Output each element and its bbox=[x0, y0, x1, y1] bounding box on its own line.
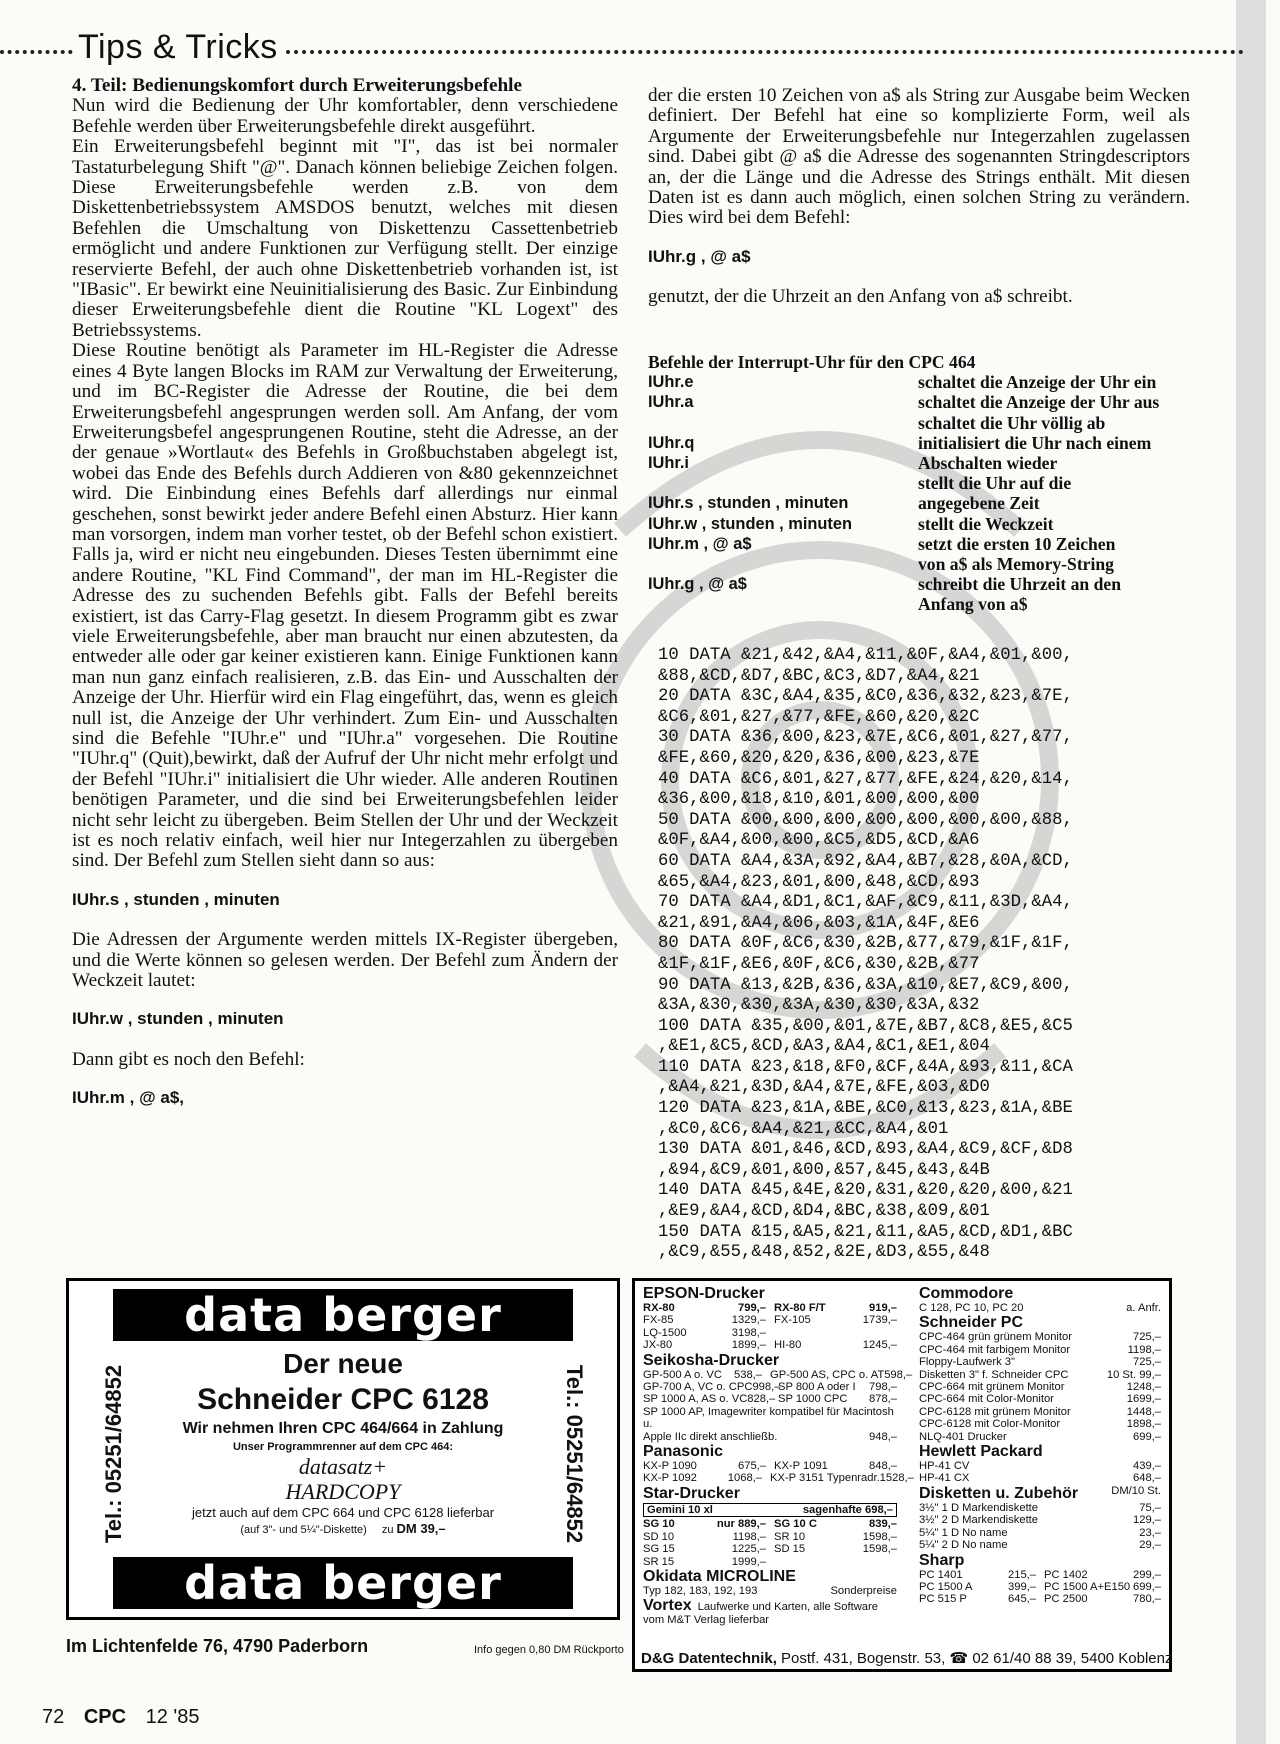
command-table-row bbox=[648, 372, 1188, 392]
dg-price-row bbox=[919, 1369, 1161, 1381]
dg-item: HP-41 CV bbox=[919, 1460, 970, 1473]
command-example-m: IUhr.m , @ a$, bbox=[72, 1088, 185, 1108]
dg-price: 299,– bbox=[1133, 1568, 1161, 1581]
dg-heading: Star-Drucker bbox=[643, 1484, 740, 1502]
dg-price: 839,– bbox=[869, 1518, 897, 1531]
dg-price-row bbox=[774, 1518, 897, 1530]
command-name: IUhr.m , @ a$ bbox=[648, 534, 752, 553]
issue-date: 12 '85 bbox=[145, 1706, 200, 1728]
dg-highlight-box bbox=[643, 1503, 897, 1517]
dg-item: PC 1500 A bbox=[919, 1580, 973, 1593]
command-name: IUhr.i bbox=[648, 454, 689, 473]
dg-price: 1699,– bbox=[1126, 1393, 1161, 1406]
dg-price: 1198,– bbox=[732, 1530, 766, 1543]
dg-price-row bbox=[919, 1331, 1161, 1343]
dg-item: 3½" 1 D Markendiskette bbox=[919, 1501, 1039, 1514]
dg-price-pair bbox=[919, 1593, 1161, 1605]
ad-price: DM 39,– bbox=[396, 1521, 446, 1536]
dg-price-row bbox=[643, 1531, 774, 1543]
dg-item: CPC-664 mit grünem Monitor bbox=[919, 1381, 1065, 1394]
dg-price: 29,– bbox=[1139, 1539, 1161, 1552]
ad-disk-formats: (auf 3"- und 5¼"-Diskette) bbox=[240, 1524, 367, 1536]
command-name: IUhr.g , @ a$ bbox=[648, 575, 747, 594]
dg-footer bbox=[641, 1649, 1173, 1667]
dg-price-pair bbox=[643, 1556, 897, 1568]
dg-item: CPC-664 mit Color-Monitor bbox=[919, 1393, 1054, 1406]
dg-heading: Disketten u. Zubehör bbox=[919, 1484, 1079, 1502]
dg-item: PC 2500 bbox=[1044, 1593, 1088, 1606]
dg-price-row bbox=[919, 1381, 1161, 1393]
dg-price-pair bbox=[643, 1518, 897, 1530]
dg-price: 1068,– bbox=[727, 1472, 762, 1485]
dg-price-row bbox=[770, 1368, 913, 1381]
command-name bbox=[648, 594, 918, 614]
dg-price-row bbox=[643, 1327, 774, 1339]
listing-line: 70 DATA &A4,&D1,&C1,&AF,&C9,&11,&3D,&A4, bbox=[658, 893, 1073, 913]
dg-price: 598,– bbox=[884, 1368, 913, 1381]
dg-price-pair bbox=[919, 1581, 1161, 1593]
dg-item: FX-105 bbox=[774, 1314, 811, 1327]
listing-line: 40 DATA &C6,&01,&27,&77,&FE,&24,&20,&14, bbox=[658, 769, 1073, 789]
dg-price: 1329,– bbox=[731, 1314, 766, 1327]
command-name: IUhr.a bbox=[648, 393, 694, 412]
dg-item: 5¼" 1 D No name bbox=[919, 1526, 1008, 1539]
listing-line: &3A,&30,&30,&3A,&30,&30,&3A,&32 bbox=[658, 996, 980, 1016]
data-berger-logo-top: data berger bbox=[113, 1289, 573, 1341]
dg-price-row bbox=[643, 1314, 774, 1326]
dg-price-pair bbox=[643, 1543, 897, 1555]
dg-price: 725,– bbox=[1133, 1331, 1161, 1344]
dg-item: GP-500 A o. VC bbox=[643, 1368, 722, 1381]
listing-line: 20 DATA &3C,&A4,&35,&C0,&36,&32,&23,&7E, bbox=[658, 687, 1073, 707]
command-description: Abschalten wieder bbox=[918, 453, 1058, 474]
command-description: schaltet die Anzeige der Uhr ein bbox=[918, 372, 1157, 393]
header-dots-right bbox=[254, 50, 1244, 54]
command-description: Anfang von a$ bbox=[918, 594, 1028, 615]
dg-price-row bbox=[643, 1302, 774, 1314]
dg-item: GP-500 AS, CPC o. AT bbox=[770, 1368, 885, 1381]
dg-price: 1598,– bbox=[862, 1543, 897, 1556]
listing-line: ,&94,&C9,&01,&00,&57,&45,&43,&4B bbox=[658, 1160, 990, 1180]
dg-item: LQ-1500 bbox=[643, 1326, 687, 1339]
dg-price-row bbox=[1044, 1593, 1161, 1605]
ad-dg-datentechnik bbox=[632, 1278, 1172, 1672]
dg-price-row bbox=[919, 1527, 1161, 1539]
dg-price: 1448,– bbox=[1126, 1405, 1161, 1418]
dg-price-row bbox=[774, 1556, 897, 1568]
dg-price-row bbox=[919, 1431, 1161, 1443]
dg-price: sagenhafte 698,– bbox=[802, 1503, 893, 1516]
dg-price: 23,– bbox=[1139, 1526, 1161, 1539]
dg-price-row bbox=[643, 1472, 770, 1484]
command-description: schaltet die Uhr völlig ab bbox=[918, 412, 1106, 433]
article-paragraph: Ein Erweiterungsbefehl beginnt mit "I", das ist bei normaler Tastaturbelegung Shift "@". Danach können beliebige Zeichen folgen. Diese Erweiterungsbefehle werden z.B. von dem Diskettenbetriebssystem AMSDOS benutzt, welches mit diesen Befehlen die Umschaltung von Diskettenzu Cassettenbetrieb ermöglicht und andere Funktionen zur Verfügung stellt. Der einzige reservierte Befehl, der auch ohne Diskettenbetrieb vorhanden ist, ist "IBasic". Er bewirkt eine Neuinitialisierung des Basic. Zur Einbindung dieser Erweiterungsbefehle dient die Routine "KL Logext" des Betriebssystems. bbox=[72, 136, 618, 341]
dg-item: HI-80 bbox=[774, 1339, 802, 1352]
dg-price-row bbox=[643, 1369, 770, 1381]
dg-heading: Hewlett Packard bbox=[919, 1443, 1043, 1461]
dg-price-pair bbox=[643, 1314, 897, 1326]
article-right-column bbox=[648, 86, 1190, 308]
command-example-w: IUhr.w , stunden , minuten bbox=[72, 1009, 284, 1029]
article-paragraph: genutzt, der die Uhrzeit an den Anfang von a$ schreibt. bbox=[648, 286, 1073, 308]
listing-line: 100 DATA &35,&00,&01,&7E,&B7,&C8,&E5,&C5 bbox=[658, 1016, 1073, 1036]
dg-item: GP-700 A, VC o. CPC bbox=[643, 1381, 753, 1394]
dg-price-row bbox=[919, 1344, 1161, 1356]
dg-left-column bbox=[643, 1285, 914, 1627]
dg-price-row bbox=[643, 1393, 778, 1405]
command-table-row bbox=[648, 433, 1188, 453]
dg-price-pair bbox=[643, 1302, 897, 1314]
dg-price: 3198,– bbox=[731, 1326, 766, 1339]
listing-line: &C6,&01,&27,&77,&FE,&60,&20,&2C bbox=[658, 707, 980, 727]
command-name: IUhr.s , stunden , minuten bbox=[648, 494, 849, 513]
dg-item: PC 1402 bbox=[1044, 1568, 1088, 1581]
dg-item: 5¼" 2 D No name bbox=[919, 1539, 1008, 1552]
dg-heading: Schneider PC bbox=[919, 1314, 1024, 1332]
dg-price-pair bbox=[643, 1531, 897, 1543]
ad-tel-right: Tel.: 05251/64852 bbox=[562, 1364, 588, 1544]
ad-product-datasatz: datasatz+ bbox=[298, 1454, 388, 1479]
listing-line: &21,&91,&A4,&06,&03,&1A,&4F,&E6 bbox=[658, 913, 980, 933]
ad-product-cpc6128: Schneider CPC 6128 bbox=[197, 1383, 489, 1416]
dg-right-column bbox=[919, 1285, 1161, 1606]
dg-price: 798,– bbox=[869, 1381, 897, 1394]
dg-price: 848,– bbox=[869, 1460, 897, 1473]
dg-price: 799,– bbox=[738, 1302, 766, 1314]
dg-price-row bbox=[770, 1472, 914, 1485]
dg-item: CPC-464 grün grünem Monitor bbox=[919, 1331, 1072, 1344]
dg-price-row bbox=[919, 1581, 1044, 1593]
dg-item: CPC-464 mit farbigem Monitor bbox=[919, 1343, 1071, 1356]
dg-item: SR 15 bbox=[643, 1555, 675, 1568]
dg-price-pair bbox=[643, 1460, 897, 1472]
dg-item: Disketten 3" f. Schneider CPC bbox=[919, 1368, 1069, 1381]
dg-price-row bbox=[643, 1431, 897, 1443]
section-title: Tips & Tricks bbox=[74, 28, 282, 67]
dg-price-row bbox=[774, 1302, 897, 1314]
dg-item: KX-P 1092 bbox=[643, 1472, 697, 1485]
dg-heading: Okidata MICROLINE bbox=[643, 1567, 796, 1585]
command-table-row bbox=[648, 453, 1188, 473]
dg-price: 1899,– bbox=[731, 1339, 766, 1352]
dg-price-row bbox=[774, 1460, 897, 1472]
listing-line: 60 DATA &A4,&3A,&92,&A4,&B7,&28,&0A,&CD, bbox=[658, 851, 1073, 871]
dg-price: 645,– bbox=[1008, 1593, 1036, 1606]
data-berger-logo-bottom: data berger bbox=[113, 1557, 573, 1609]
page-footer bbox=[42, 1706, 199, 1729]
listing-line: 80 DATA &0F,&C6,&30,&2B,&77,&79,&1F,&1F, bbox=[658, 934, 1073, 954]
dg-heading: Sharp bbox=[919, 1551, 965, 1569]
dg-item: CPC-6128 mit grünem Monitor bbox=[919, 1405, 1071, 1418]
dg-price-pair bbox=[643, 1368, 913, 1381]
dg-heading: Vortex bbox=[643, 1597, 692, 1615]
listing-line: 150 DATA &15,&A5,&21,&11,&A5,&CD,&D1,&BC bbox=[658, 1222, 1073, 1242]
dg-price: 129,– bbox=[1133, 1514, 1161, 1527]
dg-item: Gemini 10 xl bbox=[647, 1503, 713, 1516]
dg-item: SD 15 bbox=[774, 1543, 806, 1556]
dg-company: D&G Datentechnik, bbox=[641, 1649, 777, 1667]
dg-price-row bbox=[778, 1381, 897, 1393]
dg-heading: Commodore bbox=[919, 1285, 1014, 1302]
dg-item: SG 10 C bbox=[774, 1518, 817, 1531]
dg-price-row bbox=[919, 1406, 1161, 1418]
dg-price-pair bbox=[919, 1569, 1161, 1581]
dg-price: 648,– bbox=[1133, 1472, 1161, 1485]
dg-price: 948,– bbox=[869, 1430, 897, 1443]
page-number: 72 bbox=[42, 1706, 65, 1728]
listing-line: &88,&CD,&D7,&BC,&C3,&D7,&A4,&21 bbox=[658, 666, 980, 686]
command-description: stellt die Uhr auf die bbox=[918, 473, 1072, 494]
dg-item: SG 15 bbox=[643, 1543, 675, 1556]
command-table-row bbox=[648, 514, 1188, 534]
dg-price-row bbox=[643, 1518, 774, 1530]
dg-text: SP 1000 AP, Imagewriter kompatibel für Macintosh u. bbox=[643, 1405, 894, 1431]
listing-line: &1F,&1F,&E6,&0F,&C6,&30,&2B,&77 bbox=[658, 954, 980, 974]
header-dots-left bbox=[0, 50, 80, 54]
listing-line: ,&E9,&A4,&CD,&D4,&BC,&38,&09,&01 bbox=[658, 1202, 990, 1222]
dg-price-row bbox=[919, 1393, 1161, 1405]
dg-price: 780,– bbox=[1133, 1593, 1161, 1606]
dg-price: 1225,– bbox=[731, 1543, 766, 1556]
dg-heading-row bbox=[919, 1485, 1161, 1502]
command-description: initialisiert die Uhr nach einem bbox=[918, 432, 1152, 453]
dg-price-row bbox=[919, 1472, 1161, 1484]
dg-address: Postf. 431, Bogenstr. 53, ☎ 02 61/40 88 39, 5400 Koblenz bbox=[781, 1649, 1173, 1667]
page-edge bbox=[1236, 0, 1266, 1744]
dg-price: Sonderpreise bbox=[830, 1584, 897, 1597]
dg-price-pair bbox=[643, 1393, 897, 1405]
command-name: IUhr.q bbox=[648, 433, 695, 452]
dg-price-row bbox=[774, 1314, 897, 1326]
section-header bbox=[0, 28, 1244, 72]
basic-listing bbox=[658, 646, 1218, 1264]
dg-price: 878,– bbox=[869, 1393, 897, 1406]
dg-price: 699,– bbox=[1133, 1430, 1161, 1443]
dg-item: JX-80 bbox=[643, 1339, 673, 1352]
dg-price-row bbox=[643, 1381, 781, 1394]
dg-item: KX-P 3151 Typenradr. bbox=[770, 1472, 880, 1485]
dg-price-row bbox=[1044, 1581, 1161, 1593]
dg-item: SR 10 bbox=[774, 1530, 806, 1543]
command-description: angegebene Zeit bbox=[918, 493, 1040, 514]
dg-price: 998,– bbox=[752, 1381, 781, 1394]
listing-line: &65,&A4,&23,&01,&00,&48,&CD,&93 bbox=[658, 872, 980, 892]
dg-price: 725,– bbox=[1133, 1356, 1161, 1369]
listing-line: 110 DATA &23,&18,&F0,&CF,&4A,&93,&11,&CA bbox=[658, 1057, 1073, 1077]
dg-price-row bbox=[919, 1502, 1161, 1514]
article-heading: 4. Teil: Bedienungskomfort durch Erweiterungsbefehle bbox=[72, 75, 523, 96]
dg-price: 538,– bbox=[734, 1368, 762, 1381]
magazine-name: CPC bbox=[83, 1706, 127, 1728]
dg-price: 675,– bbox=[738, 1460, 766, 1473]
listing-line: ,&A4,&21,&3D,&A4,&7E,&FE,&03,&D0 bbox=[658, 1078, 990, 1098]
dg-price-row bbox=[919, 1460, 1161, 1472]
dg-price: 828,– bbox=[747, 1393, 776, 1406]
article-paragraph: Diese Routine benötigt als Parameter im HL-Register die Adresse eines 4 Byte langen Blocks im RAM zur Verwaltung der Erweiterung, und im BC-Register die Adresse der Routine, die bei dem Erweiterungsbefehl angesprungen werden soll. Am Anfang, der vom Erweiterungsbefel angesprungenen Routine, steht die Adresse, an der der genaue »Wortlaut« des Befehls in Großbuchstaben abgelegt ist, wobei das Ende des Befehls durch Addieren von &80 gekennzeichnet wird. Die Einbindung eines Befehls darf allerdings nur einmal geschehen, sonst bewirkt jeder andere Befehl einen Absturz. Hier kann man vorsorgen, indem man vorher testet, ob der Befehl schon existiert. Falls ja, wird er nicht neu eingebunden. Dieses Testen übernimmt eine andere Routine, "KL Find Command", der man im HL-Register die Adresse des zu suchenden Befehls gibt. Falls der Befehl bereits existiert, ist das Carry-Flag gesetzt. In diesem Programm gibt es zwar viele Erweiterungsbefehle, aber man braucht nur einen abzutesten, da entweder alle oder gar keiner existieren kann. Einige Funktionen kann man nun ganz einfach realisieren, z.B. das Ein- und Ausschalten der Anzeige der Uhr. Hierfür wird ein Flag eingeführt, das, wenn es gleich null ist, die Anzeige der Uhr verhindert. Zum Ein- und Ausschalten sind die Befehle "IUhr.e" und "IUhr.a" vorgesehen. Die Routine "IUhr.q" (Quit),bewirkt, daß der Aufruf der Uhr nicht mehr erfolgt und der Befehl "IUhr.i" initialisiert die Uhr wieder. Alle anderen Routinen benötigen Parameter, und die sind bei Erweiterungsbefehlen leider nicht sehr leicht zu übergeben. Beim Stellen der Uhr und der Weckzeit ist es noch relativ einfach, weil hier nur Integerzahlen zu übergeben sind. Der Befehl zum Stellen sieht dann so aus: bbox=[72, 340, 618, 872]
ad-trade-in: Wir nehmen Ihren CPC 464/664 in Zahlung bbox=[182, 1420, 504, 1437]
dg-price: 919,– bbox=[869, 1302, 897, 1314]
dg-item: FX-85 bbox=[643, 1314, 674, 1327]
dg-item: CPC-6128 mit Color-Monitor bbox=[919, 1418, 1061, 1431]
listing-line: 140 DATA &45,&4E,&20,&31,&20,&20,&00,&21 bbox=[658, 1181, 1073, 1201]
article-paragraph: Nun wird die Bedienung der Uhr komfortabler, denn verschiedene Befehle werden über Erweiterungsbefehle direkt ausgeführt. bbox=[72, 95, 618, 137]
command-name bbox=[648, 413, 918, 433]
dg-item: Apple IIc direkt anschließb. bbox=[643, 1430, 778, 1443]
dg-price-row bbox=[919, 1302, 1161, 1314]
dg-price-row bbox=[919, 1514, 1161, 1526]
command-name: IUhr.w , stunden , minuten bbox=[648, 514, 852, 533]
dg-item: Floppy-Laufwerk 3" bbox=[919, 1356, 1016, 1369]
dg-item: 3½" 2 D Markendiskette bbox=[919, 1514, 1039, 1527]
listing-line: &36,&00,&18,&10,&01,&00,&00,&00 bbox=[658, 790, 980, 810]
command-name: IUhr.e bbox=[648, 373, 694, 392]
command-table-row bbox=[648, 413, 1188, 433]
dg-item: SG 10 bbox=[643, 1518, 675, 1531]
ad-info: Info gegen 0,80 DM Rückporto bbox=[474, 1644, 624, 1656]
dg-price-row bbox=[1044, 1569, 1161, 1581]
dg-price-row bbox=[774, 1339, 897, 1351]
command-description: schaltet die Anzeige der Uhr aus bbox=[918, 392, 1160, 413]
listing-line: 10 DATA &21,&42,&A4,&11,&0F,&A4,&01,&00, bbox=[658, 646, 1073, 665]
listing-line: 30 DATA &36,&00,&23,&7E,&C6,&01,&27,&77, bbox=[658, 728, 1073, 748]
dg-price: 1198,– bbox=[1127, 1343, 1161, 1356]
command-description: von a$ als Memory-String bbox=[918, 554, 1114, 575]
dg-item: SP 1000 A, AS o. VC bbox=[643, 1393, 748, 1406]
listing-line: ,&E1,&C5,&CD,&A3,&A4,&C1,&E1,&04 bbox=[658, 1037, 990, 1057]
dg-price-row bbox=[919, 1539, 1161, 1551]
dg-price-row bbox=[643, 1556, 774, 1568]
dg-price: 1248,– bbox=[1126, 1381, 1161, 1394]
dg-price-row bbox=[919, 1418, 1161, 1430]
dg-price: 1598,– bbox=[862, 1530, 897, 1543]
article-paragraph: Dann gibt es noch den Befehl: bbox=[72, 1048, 305, 1070]
command-table bbox=[648, 352, 1188, 615]
dg-price-row bbox=[643, 1543, 774, 1555]
dg-item: KX-P 1091 bbox=[774, 1460, 828, 1473]
dg-item: SP 800 A oder I bbox=[778, 1381, 856, 1394]
ad-price-prefix: zu bbox=[381, 1524, 394, 1536]
dg-price: 1898,– bbox=[1126, 1418, 1161, 1431]
command-table-row bbox=[648, 392, 1188, 412]
command-name bbox=[648, 473, 918, 493]
listing-line: ,&C0,&C6,&A4,&21,&CC,&A4,&01 bbox=[658, 1119, 949, 1139]
dg-heading: EPSON-Drucker bbox=[643, 1285, 765, 1302]
dg-item: Typ 182, 183, 192, 193 bbox=[643, 1584, 758, 1597]
article-left-column bbox=[72, 76, 618, 1109]
dg-price: 215,– bbox=[1008, 1568, 1036, 1581]
dg-price: 1245,– bbox=[862, 1339, 897, 1352]
dg-price-row bbox=[643, 1460, 774, 1472]
dg-text: vom M&T Verlag lieferbar bbox=[643, 1614, 770, 1627]
dg-item: SD 10 bbox=[643, 1530, 675, 1543]
dg-price: 399,– bbox=[1008, 1580, 1036, 1593]
dg-price-row bbox=[774, 1531, 897, 1543]
ad-address: Im Lichtenfelde 76, 4790 Paderborn bbox=[66, 1636, 369, 1656]
listing-line: &0F,&A4,&00,&00,&C5,&D5,&CD,&A6 bbox=[658, 831, 980, 851]
dg-price: 699,– bbox=[1133, 1580, 1161, 1593]
dg-price-row bbox=[643, 1339, 774, 1351]
dg-item: RX-80 F/T bbox=[774, 1302, 826, 1314]
ad-line-der-neue: Der neue bbox=[283, 1348, 403, 1379]
dg-item: KX-P 1090 bbox=[643, 1460, 697, 1473]
dg-price-row bbox=[919, 1593, 1044, 1605]
article-paragraph: der die ersten 10 Zeichen von a$ als String zur Ausgabe beim Wecken definiert. Der Befehl hat eine so komplizierte Form, weil als Argumente der Erweiterungsbefehle nur Integerzahlen zugelassen sind. Dabei gibt @ a$ die Adresse des sogenannten Stringdescriptors an, der die Länge und die Adresse des Strings enthält. Mit diesen Daten ist es dann auch möglich, einen solchen String zu verändern. Dies wird bei dem Befehl: bbox=[648, 85, 1190, 229]
command-table-row bbox=[648, 594, 1188, 614]
listing-line: ,&C9,&55,&48,&52,&2E,&D3,&55,&48 bbox=[658, 1243, 990, 1263]
dg-item: NLQ-401 Drucker bbox=[919, 1430, 1007, 1443]
dg-heading: Panasonic bbox=[643, 1443, 724, 1461]
dg-item: PC 515 P bbox=[919, 1593, 967, 1606]
command-example-g: IUhr.g , @ a$ bbox=[648, 246, 751, 266]
dg-item: PC 1500 A+E150 bbox=[1044, 1580, 1131, 1593]
command-table-row bbox=[648, 574, 1188, 594]
dg-price: 1739,– bbox=[862, 1314, 897, 1327]
dg-price-row bbox=[919, 1569, 1044, 1581]
command-table-row bbox=[648, 534, 1188, 554]
dg-price: 10 St. 99,– bbox=[1106, 1368, 1161, 1381]
dg-unit: DM/10 St. bbox=[1111, 1484, 1161, 1497]
command-description: setzt die ersten 10 Zeichen bbox=[918, 533, 1116, 554]
ad-available: jetzt auch auf dem CPC 664 und CPC 6128 lieferbar bbox=[191, 1505, 495, 1520]
listing-line: 90 DATA &13,&2B,&36,&3A,&10,&E7,&C9,&00, bbox=[658, 975, 1073, 995]
command-table-title: Befehle der Interrupt-Uhr für den CPC 464 bbox=[648, 352, 976, 372]
listing-line: 50 DATA &00,&00,&00,&00,&00,&00,&00,&88, bbox=[658, 810, 1073, 830]
dg-heading: Seikosha-Drucker bbox=[643, 1351, 780, 1369]
command-description: schreibt die Uhrzeit an den bbox=[918, 574, 1121, 595]
command-table-row bbox=[648, 554, 1188, 574]
dg-price-row bbox=[919, 1356, 1161, 1368]
article-paragraph: Die Adressen der Argumente werden mittels IX-Register übergeben, und die Werte können so gelesen werden. Der Befehl zum Ändern der Weckzeit lautet: bbox=[72, 929, 618, 992]
command-example-s: IUhr.s , stunden , minuten bbox=[72, 889, 280, 909]
dg-price-row bbox=[774, 1543, 897, 1555]
ad-product-hardcopy: HARDCOPY bbox=[285, 1479, 401, 1504]
dg-text: Laufwerke und Karten, alle Software bbox=[697, 1601, 878, 1614]
dg-price-row bbox=[778, 1393, 897, 1405]
dg-price-pair bbox=[643, 1327, 897, 1339]
dg-item: C 128, PC 10, PC 20 bbox=[919, 1302, 1024, 1314]
dg-price-pair bbox=[643, 1381, 897, 1393]
dg-price: 1528,– bbox=[879, 1472, 914, 1485]
listing-line: &FE,&60,&20,&20,&36,&00,&23,&7E bbox=[658, 748, 980, 768]
dg-price-row bbox=[774, 1327, 897, 1339]
dg-price: 439,– bbox=[1133, 1460, 1161, 1473]
ad-program-hit: Unser Programmrenner auf dem CPC 464: bbox=[232, 1441, 454, 1453]
ad-tel-left: Tel.: 05251/64852 bbox=[101, 1364, 127, 1544]
listing-line: 130 DATA &01,&46,&CD,&93,&A4,&C9,&CF,&D8 bbox=[658, 1140, 1073, 1160]
command-description: stellt die Weckzeit bbox=[918, 513, 1054, 534]
listing-line: 120 DATA &23,&1A,&BE,&C0,&13,&23,&1A,&BE bbox=[658, 1099, 1073, 1119]
dg-item: SP 1000 CPC bbox=[778, 1393, 848, 1406]
dg-price: 75,– bbox=[1139, 1501, 1161, 1514]
dg-price: a. Anfr. bbox=[1126, 1302, 1161, 1314]
dg-item: PC 1401 bbox=[919, 1568, 963, 1581]
dg-price-pair bbox=[643, 1472, 914, 1485]
command-table-row bbox=[648, 493, 1188, 513]
dg-price-row bbox=[643, 1585, 897, 1597]
dg-heading-line bbox=[643, 1597, 897, 1614]
dg-item: HP-41 CX bbox=[919, 1472, 970, 1485]
command-name bbox=[648, 554, 918, 574]
dg-price: nur 889,– bbox=[716, 1518, 766, 1531]
dg-price-pair bbox=[643, 1339, 897, 1351]
dg-item: RX-80 bbox=[643, 1302, 675, 1314]
command-table-row bbox=[648, 473, 1188, 493]
ad-data-berger bbox=[66, 1278, 620, 1620]
dg-price: 1999,– bbox=[731, 1555, 766, 1568]
